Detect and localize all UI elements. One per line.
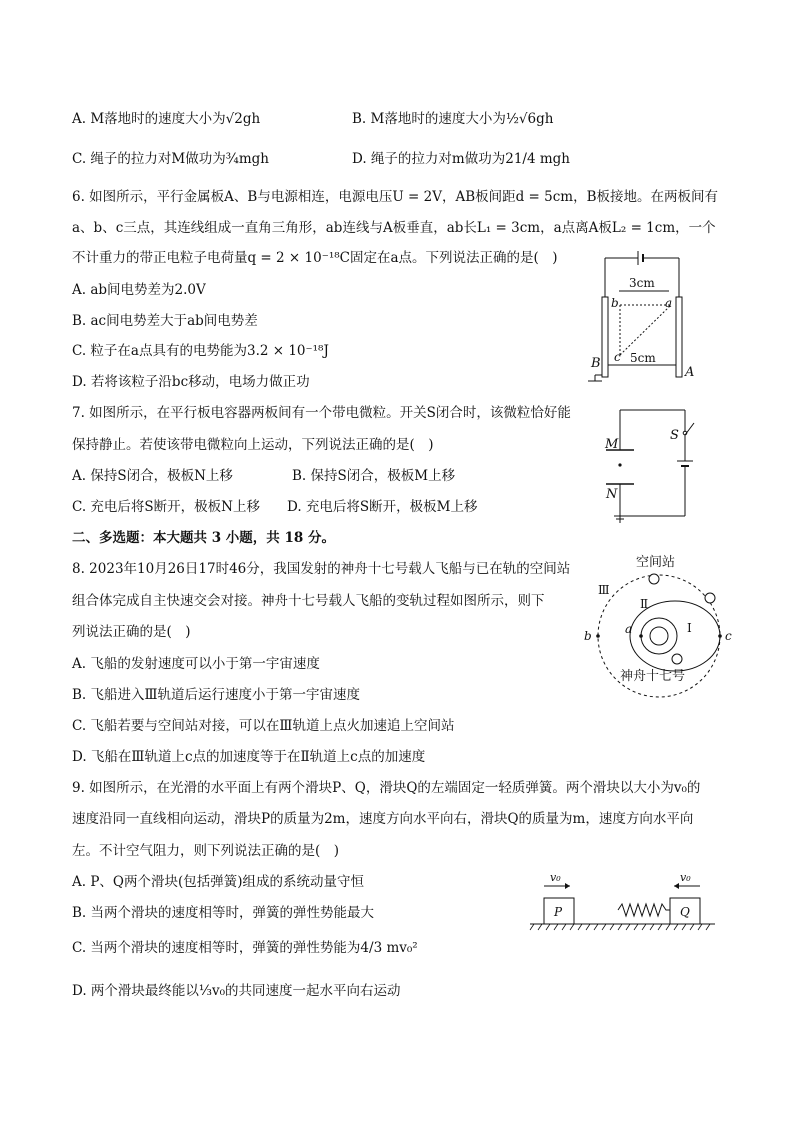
q8-label-orbit-3: Ⅲ — [598, 583, 610, 597]
q8-option-a: A. 飞船的发射速度可以小于第一宇宙速度 — [72, 656, 320, 672]
q9-option-b: B. 当两个滑块的速度相等时，弹簧的弹性势能最大 — [72, 905, 375, 921]
q5-option-c: C. 绳子的拉力对M做功为¾mgh — [72, 151, 269, 167]
q9-option-d: D. 两个滑块最终能以⅓v₀的共同速度一起水平向右运动 — [72, 983, 401, 999]
q9-stem-1: 9. 如图所示，在光滑的水平面上有两个滑块P、Q，滑块Q的左端固定一轻质弹簧。两个滑块以大小为v₀的 — [72, 780, 701, 796]
q9-option-c: C. 当两个滑块的速度相等时，弹簧的弹性势能为4/3 mv₀² — [72, 940, 418, 956]
q9-label-v0-right: v₀ — [680, 871, 691, 884]
q9-label-p: P — [554, 905, 563, 919]
q6-stem-3: 不计重力的带正电粒子电荷量q = 2 × 10⁻¹⁸C固定在a点。下列说法正确的是( ) — [72, 250, 558, 266]
q8-label-b: b — [584, 629, 592, 643]
q8-label-station: 空间站 — [636, 555, 676, 570]
q5-option-a: A. M落地时的速度大小为√2gh — [72, 111, 261, 127]
q6-stem-1: 6. 如图所示，平行金属板A、B与电源相连，电源电压U = 2V，AB板间距d = 5cm，B板接地。在两板间有 — [72, 189, 719, 205]
q6-option-a: A. ab间电势差为2.0V — [72, 282, 206, 298]
q8-label-ship: 神舟十七号 — [620, 669, 686, 684]
q8-label-orbit-1: I — [687, 621, 692, 635]
q7-label-s: S — [670, 428, 679, 443]
q6-stem-2: a、b、c三点，其连线组成一直角三角形，ab连线与A板垂直，ab长L₁ = 3cm，a点离A板L₂ = 1cm，一个 — [72, 220, 716, 236]
q6-option-c: C. 粒子在a点具有的电势能为3.2 × 10⁻¹⁸J — [72, 343, 329, 359]
q8-orbit-figure — [580, 550, 740, 690]
q5-option-b: B. M落地时的速度大小为½√6gh — [352, 111, 554, 127]
q7-option-d: D. 充电后将S断开，极板M上移 — [287, 499, 478, 515]
q9-option-a: A. P、Q两个滑块(包括弹簧)组成的系统动量守恒 — [72, 874, 365, 890]
q6-label-c: c — [614, 350, 621, 364]
q8-label-orbit-2: Ⅱ — [640, 597, 649, 611]
q9-label-q: Q — [680, 905, 690, 919]
q6-option-d: D. 若将该粒子沿bc移动，电场力做正功 — [72, 374, 310, 390]
section-2-heading: 二、多选题：本大题共 3 小题，共 18 分。 — [72, 530, 335, 546]
q8-option-c: C. 飞船若要与空间站对接，可以在Ⅲ轨道上点火加速追上空间站 — [72, 718, 455, 734]
q8-stem-3: 列说法正确的是( ) — [72, 624, 191, 640]
q6-label-plate-a: A — [685, 365, 695, 380]
q6-dim-3cm: 3cm — [629, 276, 655, 290]
q9-stem-2: 速度沿同一直线相向运动，滑块P的质量为2m，速度方向水平向右，滑块Q的质量为m，速度方向水平向 — [72, 811, 694, 827]
q7-label-n: N — [606, 487, 618, 502]
q8-option-b: B. 飞船进入Ⅲ轨道后运行速度小于第一宇宙速度 — [72, 687, 361, 703]
q7-circuit-figure — [598, 405, 698, 525]
q6-label-a: a — [665, 296, 673, 310]
q6-option-b: B. ac间电势差大于ab间电势差 — [72, 313, 258, 329]
q7-option-a: A. 保持S闭合，极板N上移 — [72, 468, 233, 484]
q6-capacitor-figure — [585, 245, 705, 385]
q8-option-d: D. 飞船在Ⅲ轨道上c点的加速度等于在Ⅱ轨道上c点的加速度 — [72, 749, 426, 765]
q6-dim-5cm: 5cm — [630, 351, 656, 365]
q7-stem-1: 7. 如图所示，在平行板电容器两板间有一个带电微粒。开关S闭合时，该微粒恰好能 — [72, 405, 571, 421]
q8-stem-2: 组合体完成自主快速交会对接。神舟十七号载人飞船的变轨过程如图所示，则下 — [72, 593, 545, 609]
q8-label-a: a — [625, 622, 633, 636]
q7-label-m: M — [605, 437, 619, 452]
q8-label-c: c — [725, 629, 732, 643]
q9-label-v0-left: v₀ — [550, 871, 561, 884]
q7-option-b: B. 保持S闭合，极板M上移 — [292, 468, 456, 484]
q7-option-c: C. 充电后将S断开，极板N上移 — [72, 499, 260, 515]
q9-blocks-figure — [530, 866, 720, 936]
q6-label-plate-b: B — [591, 356, 601, 371]
q6-label-b: b — [611, 296, 619, 310]
q5-option-d: D. 绳子的拉力对m做功为21/4 mgh — [352, 151, 570, 167]
q8-stem-1: 8. 2023年10月26日17时46分，我国发射的神舟十七号载人飞船与已在轨的空间站 — [72, 561, 571, 577]
q7-stem-2: 保持静止。若使该带电微粒向上运动，下列说法正确的是( ) — [72, 437, 434, 453]
q9-stem-3: 左。不计空气阻力，则下列说法正确的是( ) — [72, 843, 340, 859]
